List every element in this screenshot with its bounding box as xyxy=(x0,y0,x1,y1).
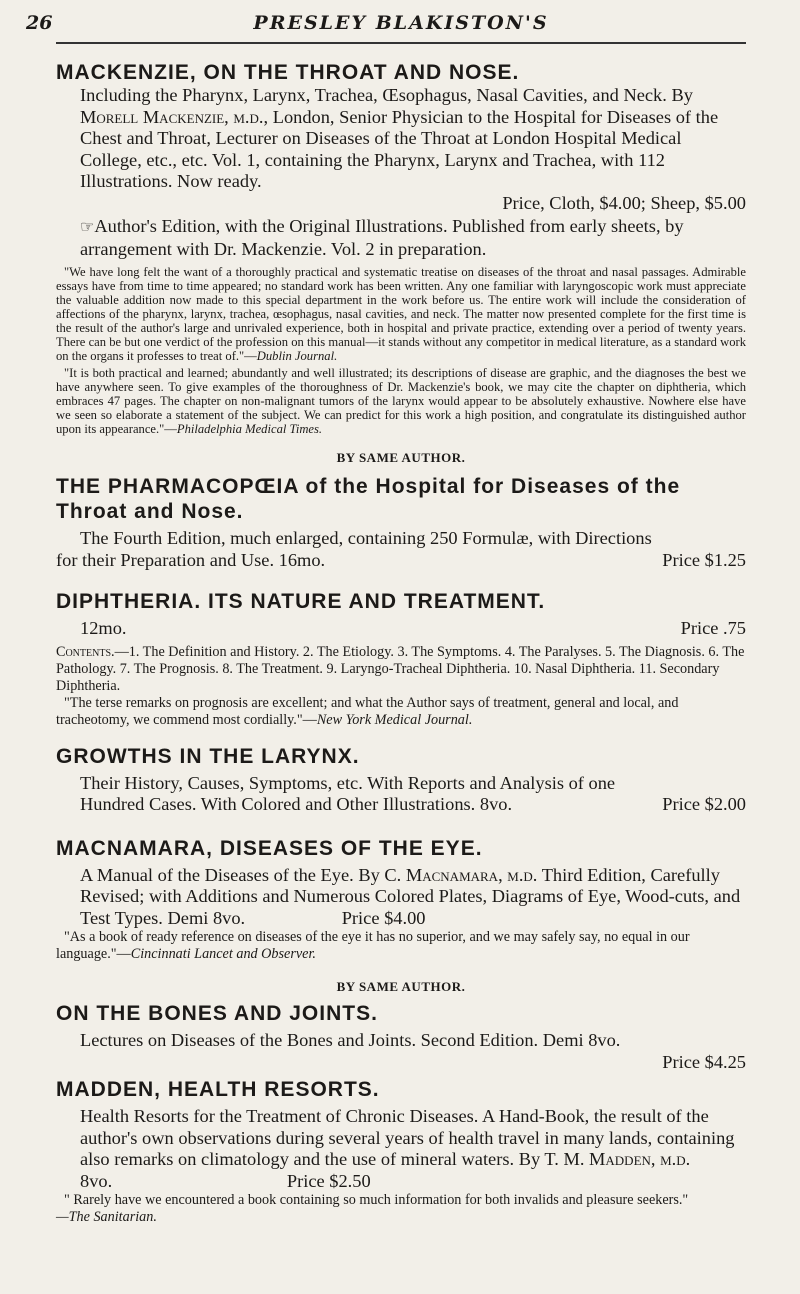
header-rule xyxy=(56,42,746,44)
entry-price-row: for their Preparation and Use. 16mo. Price $1.25 xyxy=(56,549,746,570)
review-quote: "It is both practical and learned; abundantly and well illustrated; its descriptions of disease are graphic, and the diagnoses the best we have anywhere seen. To give examples of the thoroughness of Dr. Mackenzie's book, we may cite the chapter on diphtheria, which embraces 47 pages. The chapter on non-malignant tumors of the larynx would appear to be absolutely exhaustive. Nowhere else have we seen so elaborate a statement of the subject. We can predict for this work a high position, and congratulate its distinguished author upon its appearance."—Philadelphia Medical Times. xyxy=(56,366,746,436)
entry-mackenzie xyxy=(56,60,746,436)
entry-description: Including the Pharynx, Larynx, Trachea, Œsophagus, Nasal Cavities, and Neck. By Morell Mackenzie, m.d., London, Senior Physician to the Hospital for Diseases of the Chest and Throat, Lecturer on Diseases of the Throat at London Hospital Medical College, etc., etc. Vol. 1, containing the Pharynx, Larynx and Trachea, with 112 Illustrations. Now ready. xyxy=(80,85,719,191)
review-source: Cincinnati Lancet and Observer. xyxy=(130,946,316,962)
review-source: Philadelphia Medical Times. xyxy=(176,422,323,436)
entry-bones xyxy=(56,1001,746,1073)
entry-description: Their History, Causes, Symptoms, etc. With Reports and Analysis of one xyxy=(80,772,616,793)
entry-price-row: Hundred Cases. With Colored and Other Illustrations. 8vo. Price $2.00 xyxy=(80,794,746,814)
entry-price: Price $2.50 xyxy=(286,1170,371,1191)
contents-list: Contents.—1. The Definition and History. 2. The Etiology. 3. The Symptoms. 4. The Paralyses. 5. The Diagnosis. 6. The Pathology. 7. The Prognosis. 8. The Treatment. 9. Laryngo-Tracheal Diphtheria. 10. Nasal Diphtheria. 11. Secondary Diphtheria. xyxy=(56,643,745,694)
author-name: Madden, m.d. xyxy=(589,1149,691,1169)
page-header xyxy=(26,8,746,42)
entry-price: Price .75 xyxy=(680,618,746,638)
review-quote: " Rarely have we encountered a book containing so much information for both invalids and pleasure seekers." —The Sanitarian. xyxy=(56,1192,689,1225)
entry-price: Price $4.25 xyxy=(662,1051,746,1072)
entry-description: The Fourth Edition, much enlarged, containing 250 Formulæ, with Directions xyxy=(80,528,652,548)
review-quote: "The terse remarks on prognosis are excellent; and what the Author says of treatment, general and local, and tracheotomy, we commend most cordially."—New York Medical Journal. xyxy=(56,694,679,728)
entry-diphtheria xyxy=(56,589,746,729)
review-quote: "As a book of ready reference on diseases of the eye it has no superior, and we may safely say, no equal in our language."—Cincinnati Lancet and Observer. xyxy=(56,929,690,962)
entry-description: A Manual of the Diseases of the Eye. By C. Macnamara, m.d. Third Edition, Carefully Revised; with Additions and Numerous Colored Plates, Diagrams of Eye, Wood-cuts, and Test Types. Demi 8vo. Price $4.00 xyxy=(80,864,741,928)
review-source: New York Medical Journal. xyxy=(316,711,473,728)
author-name: Macnamara, m.d. xyxy=(405,864,538,885)
entry-macnamara xyxy=(56,836,746,964)
review-source: Dublin Journal. xyxy=(256,349,338,363)
by-same-author-label: BY SAME AUTHOR. xyxy=(336,450,466,465)
review-source: —The Sanitarian. xyxy=(56,1209,157,1225)
review-quote: "We have long felt the want of a thoroughly practical and systematic treatise on diseases of the throat and nasal passages. Admirable essays have from time to time appeared; no standard work has been written. Any one familiar with laryngoscopic work must appreciate the valuable addition now made to this special department in the work before us. The entire work will include the consideration of affections of the pharynx, larynx, trachea, œsophagus, nasal cavities, and neck. The matter now presented complete for the first time is the result of the author's large and unrivaled experience, both in hospital and private practice, extending over a period of twenty years. There can be but one verdict of the profession on this manual—it stands without any competitor in medical literature, as a standard work on the organs it professes to treat of."—Dublin Journal. xyxy=(56,265,746,363)
entry-pharmacopoeia xyxy=(56,474,746,571)
entry-title: DIPHTHERIA. ITS NATURE AND TREATMENT. xyxy=(56,590,546,613)
entry-title: MADDEN, HEALTH RESORTS. xyxy=(56,1078,380,1101)
entry-title: MACKENZIE, ON THE THROAT AND NOSE. xyxy=(56,61,520,84)
entry-title: GROWTHS IN THE LARYNX. xyxy=(56,744,360,768)
entry-title: THE PHARMACOPŒIA of the Hospital for Diseases of the Throat and Nose. xyxy=(56,475,681,523)
entry-price-row: 12mo. Price .75 xyxy=(80,618,746,638)
entry-description: Health Resorts for the Treatment of Chronic Diseases. A Hand-Book, the result of the author's own observations during several years of health travel in many lands, containing also remarks on climatology and the use of mineral waters. By T. M. Madden, m.d. 8vo. Price $2.50 xyxy=(80,1106,735,1191)
entry-title: ON THE BONES AND JOINTS. xyxy=(56,1002,378,1025)
by-same-author-label: BY SAME AUTHOR. xyxy=(336,979,466,994)
entry-price: Price $4.00 xyxy=(341,907,426,928)
entry-growths xyxy=(56,744,746,816)
pointing-hand-icon: ☞ xyxy=(80,219,95,236)
entry-price: Price $1.25 xyxy=(662,549,746,570)
entry-description: Lectures on Diseases of the Bones and Joints. Second Edition. Demi 8vo. xyxy=(80,1030,621,1050)
entry-madden xyxy=(56,1077,746,1226)
catalog-page xyxy=(26,8,746,1226)
entry-price: Price, Cloth, $4.00; Sheep, $5.00 xyxy=(502,192,746,213)
entry-note: ☞Author's Edition, with the Original Illustrations. Published from early sheets, by arrangement with Dr. Mackenzie. Vol. 2 in preparation. xyxy=(80,216,684,259)
page-number: 26 xyxy=(26,12,53,34)
entry-price: Price $2.00 xyxy=(662,794,746,814)
author-name: Morell Mackenzie, m.d. xyxy=(80,106,264,127)
running-title: PRESLEY BLAKISTON'S xyxy=(253,12,549,34)
entry-title: MACNAMARA, DISEASES OF THE EYE. xyxy=(56,836,483,860)
